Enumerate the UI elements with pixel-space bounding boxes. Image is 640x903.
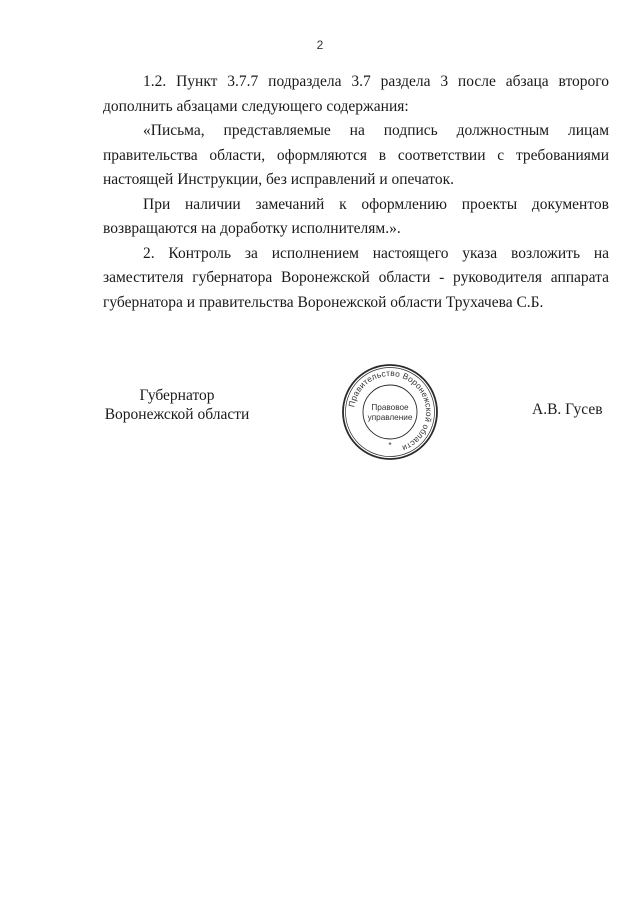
stamp-center-line-2: управление [367,413,413,422]
signatory-title [104,386,250,424]
paragraph-1: 1.2. Пункт 3.7.7 подраздела 3.7 раздела 3 после абзаца второго дополнить абзацами следующего содержания: [103,73,609,115]
paragraph-3: При наличии замечаний к оформлению проекты документов возвращаются на доработку исполнителям.». [103,195,609,237]
official-stamp [340,362,440,462]
signatory-title-line-1: Губернатор [139,387,215,404]
paragraph-2: «Письма, представляемые на подпись должностным лицам правительства области, оформляются в соответствии с требованиями настоящей Инструкции, без исправлений и опечаток. [103,122,609,188]
signatory-title-line-2: Воронежской области [104,406,250,423]
document-body [103,70,609,315]
page-number: 2 [316,38,324,52]
stamp-ring-text: Правительство Воронежской области [346,367,435,454]
stamp-star: * [388,441,392,450]
stamp-seal-icon [340,362,440,462]
paragraph-4: 2. Контроль за исполнением настоящего указа возложить на заместителя губернатора Воронежской области - руководителя аппарата губернатора и правительства Воронежской области Трухачева С.Б. [103,244,609,311]
signature-block [0,386,640,486]
stamp-center-line-1: Правовое [371,403,409,412]
signatory-name: А.В. Гусев [532,401,603,418]
